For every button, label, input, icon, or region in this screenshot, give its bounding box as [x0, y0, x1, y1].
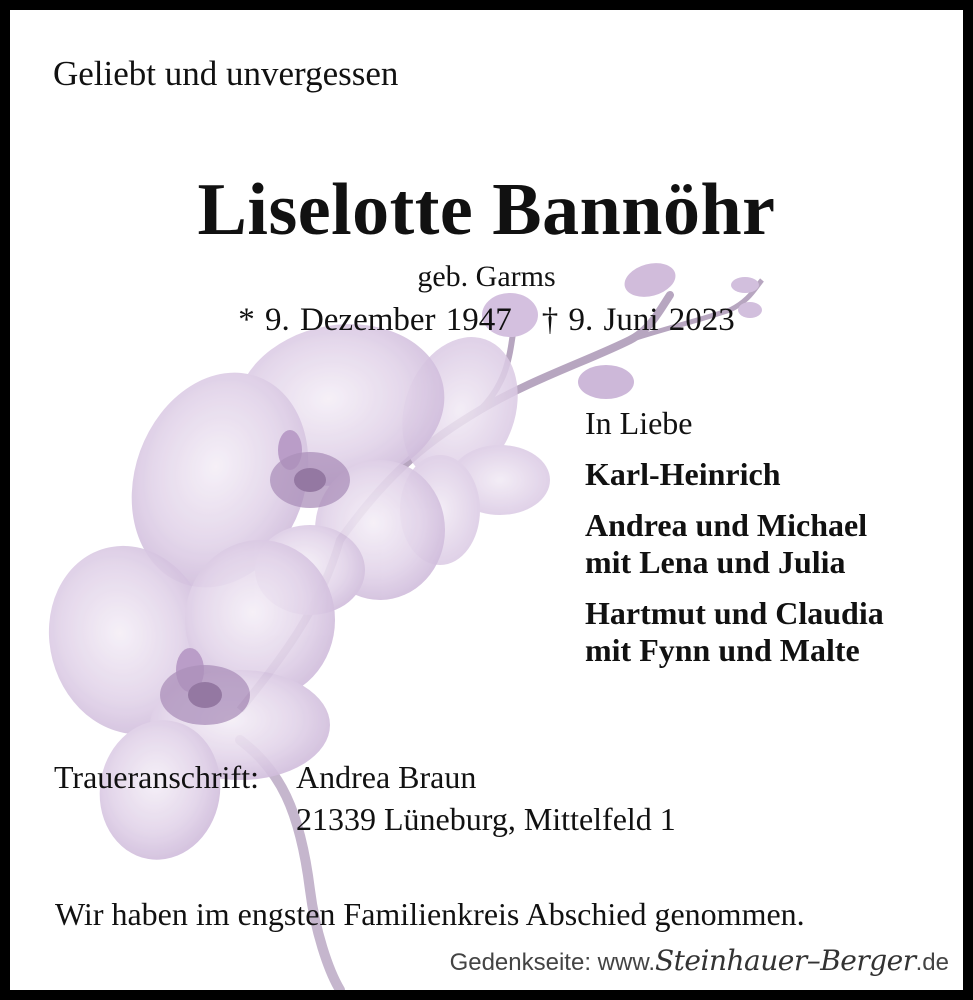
footer-suffix: .de	[915, 949, 949, 976]
birth-date: * 9. Dezember 1947	[238, 302, 512, 338]
address-line-2: 21339 Lüneburg, Mittelfeld 1	[296, 801, 676, 837]
footer-prefix: Gedenkseite: www.	[449, 949, 655, 976]
mourners-list	[585, 405, 884, 669]
mourner-group: Andrea und Michael	[585, 507, 868, 543]
mourners-lead: In Liebe	[585, 405, 693, 441]
mourner-group-children: mit Lena und Julia	[585, 544, 846, 580]
address-label: Traueranschrift:	[54, 759, 259, 795]
closing-text: Wir haben im engsten Familienkreis Abschied genommen.	[55, 896, 805, 932]
mourning-address	[54, 756, 676, 840]
mourner-group: Hartmut und Claudia	[585, 595, 884, 631]
memorial-page-link[interactable]	[450, 944, 949, 977]
deceased-name: Liselotte Bannöhr	[197, 169, 776, 251]
brand-logo: Steinhauer–Berger	[655, 944, 916, 977]
mourner-group-children: mit Fynn und Malte	[585, 632, 860, 668]
address-line-1: Andrea Braun	[296, 759, 477, 795]
obituary-notice	[10, 10, 963, 990]
birth-name: geb. Garms	[417, 260, 556, 293]
life-dates	[10, 302, 963, 339]
intro-text: Geliebt und unvergessen	[53, 54, 399, 93]
death-date: † 9. Juni 2023	[541, 302, 735, 338]
mourner-group: Karl-Heinrich	[585, 456, 781, 492]
